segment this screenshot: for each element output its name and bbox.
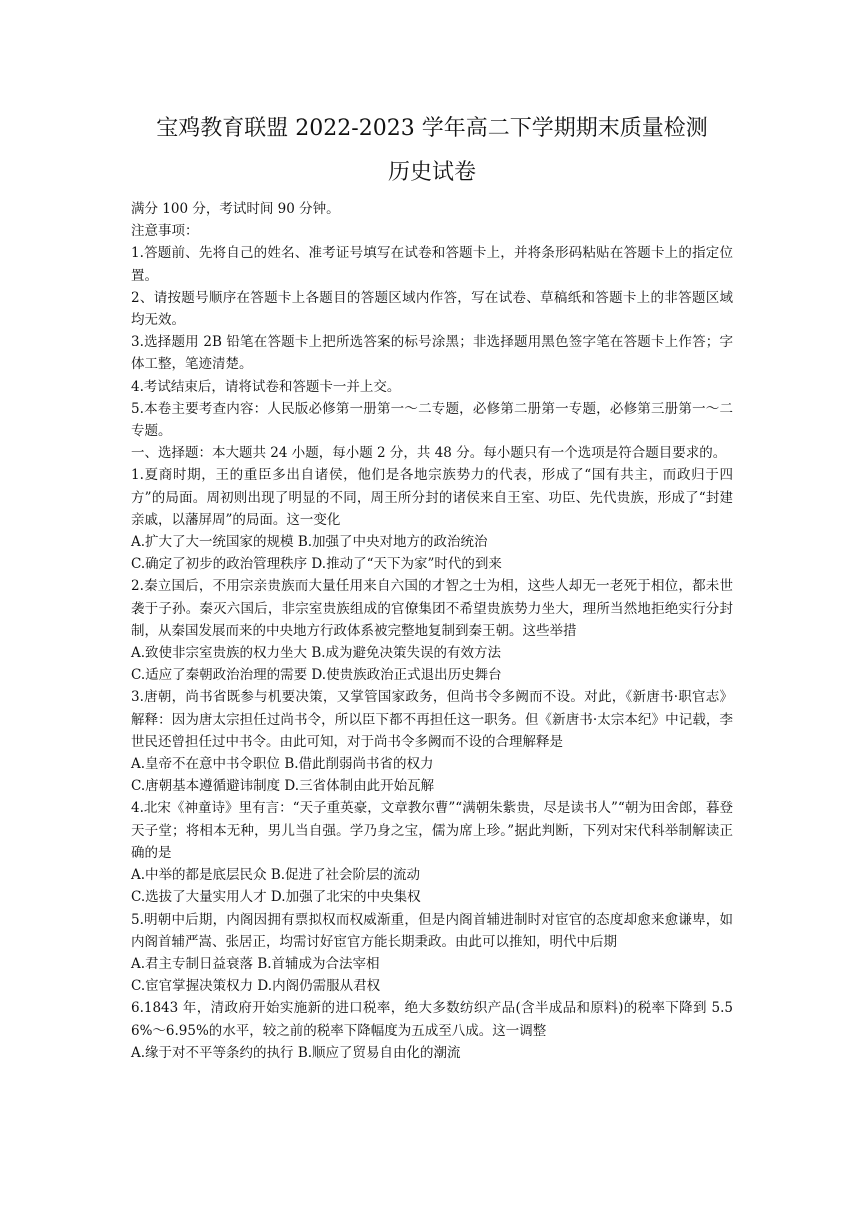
question-options: A.皇帝不在意中书令职位 B.借此削弱尚书省的权力 xyxy=(131,756,434,773)
notice-item: 1.答题前、先将自己的姓名、准考证号填写在试卷和答题卡上，并将条形码粘贴在答题卡上的指定位置。 xyxy=(131,245,733,284)
question-options: A.中举的都是底层民众 B.促进了社会阶层的流动 xyxy=(131,867,421,884)
question-options: C.宦官掌握决策权力 D.内阁仍需服从君权 xyxy=(131,978,381,995)
notice-item: 3.选择题用 2B 铅笔在答题卡上把所选答案的标号涂黑；非选择题用黑色签字笔在答题卡上作答；字体工整，笔迹清楚。 xyxy=(131,334,733,373)
question-options: C.适应了秦朝政治治理的需要 D.使贵族政治正式退出历史舞台 xyxy=(131,667,502,684)
exam-title: 宝鸡教育联盟 2022-2023 学年高二下学期期末质量检测 xyxy=(156,116,708,141)
section-heading: 一、选择题：本大题共 24 小题，每小题 2 分，共 48 分。每小题只有一个选项是符合题目要求的。 xyxy=(131,445,727,462)
exam-subtitle: 历史试卷 xyxy=(387,160,476,185)
question-options: A.缘于对不平等条约的执行 B.顺应了贸易自由化的潮流 xyxy=(131,1044,461,1061)
question-stem: 5.明朝中后期，内阁因拥有票拟权而权威渐重，但是内阁首辅进制时对宦官的态度却愈来愈谦卑，如内阁首辅严嵩、张居正，均需讨好宦官方能长期秉政。由此可以推知，明代中后期 xyxy=(131,911,733,950)
question-options: C.选拔了大量实用人才 D.加强了北宋的中央集权 xyxy=(131,889,421,906)
question-stem: 3.唐朝，尚书省既参与机要决策，又掌管国家政务，但尚书令多阙而不设。对此，《新唐书·职官志》解释：因为唐太宗担任过尚书令，所以臣下都不再担任这一职务。但《新唐书·太宗本纪》中记载，李世民还曾担任过中书令。由此可知，对于尚书令多阙而不设的合理解释是 xyxy=(131,689,733,750)
question-options: A.君主专制日益衰落 B.首辅成为合法宰相 xyxy=(131,955,380,972)
exam-page xyxy=(131,112,733,1064)
score-time-text: 满分 100 分，考试时间 90 分钟。 xyxy=(131,201,340,217)
notice-item: 5.本卷主要考查内容：人民版必修第一册第一～二专题，必修第二册第一专题，必修第三册第一～二专题。 xyxy=(131,400,733,440)
notice-heading: 注意事项： xyxy=(131,223,199,240)
question-stem: 2.秦立国后，不用宗亲贵族而大量任用来自六国的才智之士为相，这些人却无一老死于相位，都未世袭于子孙。秦灭六国后，非宗室贵族组成的官僚集团不希望贵族势力坐大，理所当然地拒绝实行分封制，从秦国发展而来的中央地方行政体系被完整地复制到秦王朝。这些举措 xyxy=(131,578,733,639)
question-options: C.确定了初步的政治管理秩序 D.推动了“天下为家”时代的到来 xyxy=(131,556,502,573)
question-stem: 6.1843 年，清政府开始实施新的进口税率，绝大多数纺织产品(含半成品和原料)的税率下降到 5.56%～6.95%的水平，较之前的税率下降幅度为五成至八成。这一调整 xyxy=(131,1000,733,1039)
question-options: C.唐朝基本遵循避讳制度 D.三省体制由此开始瓦解 xyxy=(131,778,435,795)
question-stem: 4.北宋《神童诗》里有言：“天子重英豪，文章教尔曹”“满朝朱紫贵，尽是读书人”“朝为田舍郎，暮登天子堂；将相本无种，男儿当自强。学乃身之宝，儒为席上珍。”据此判断，下列对宋代科举制解读正确的是 xyxy=(131,800,733,861)
notice-item: 4.考试结束后，请将试卷和答题卡一并上交。 xyxy=(131,378,401,395)
question-options: A.扩大了大一统国家的规模 B.加强了中央对地方的政治统治 xyxy=(131,534,488,551)
notice-item: 2、请按题号顺序在答题卡上各题目的答题区域内作答，写在试卷、草稿纸和答题卡上的非答题区域均无效。 xyxy=(131,289,733,329)
question-options: A.致使非宗室贵族的权力坐大 B.成为避免决策失误的有效方法 xyxy=(131,645,502,662)
question-stem: 1.夏商时期，王的重臣多出自诸侯，他们是各地宗族势力的代表，形成了“国有共主，而政归于四方”的局面。周初则出现了明显的不同，周王所分封的诸侯来自王室、功臣、先代贵族，形成了“封建亲戚，以藩屏周”的局面。这一变化 xyxy=(131,467,733,528)
